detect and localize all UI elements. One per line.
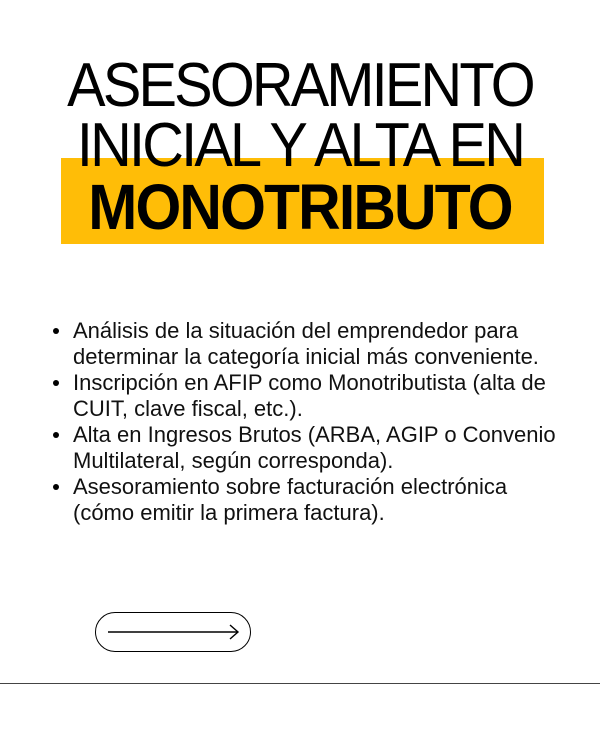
title-line-3: MONOTRIBUTO [88,171,512,243]
page-title [0,51,600,243]
title-line-1: ASESORAMIENTO [67,51,533,120]
arrow-right-icon [108,622,240,642]
list-item: Alta en Ingresos Brutos (ARBA, AGIP o Convenio Multilateral, según corresponda). [48,422,568,474]
list-item: Inscripción en AFIP como Monotributista (alta de CUIT, clave fiscal, etc.). [48,370,568,422]
title-line-2: INICIAL Y ALTA EN [76,111,524,180]
list-item: Análisis de la situación del emprendedor para determinar la categoría inicial más conveniente. [48,318,568,370]
divider [0,683,600,684]
arrow-button[interactable] [95,612,251,652]
services-list [48,318,568,526]
list-item: Asesoramiento sobre facturación electrónica (cómo emitir la primera factura). [48,474,568,526]
